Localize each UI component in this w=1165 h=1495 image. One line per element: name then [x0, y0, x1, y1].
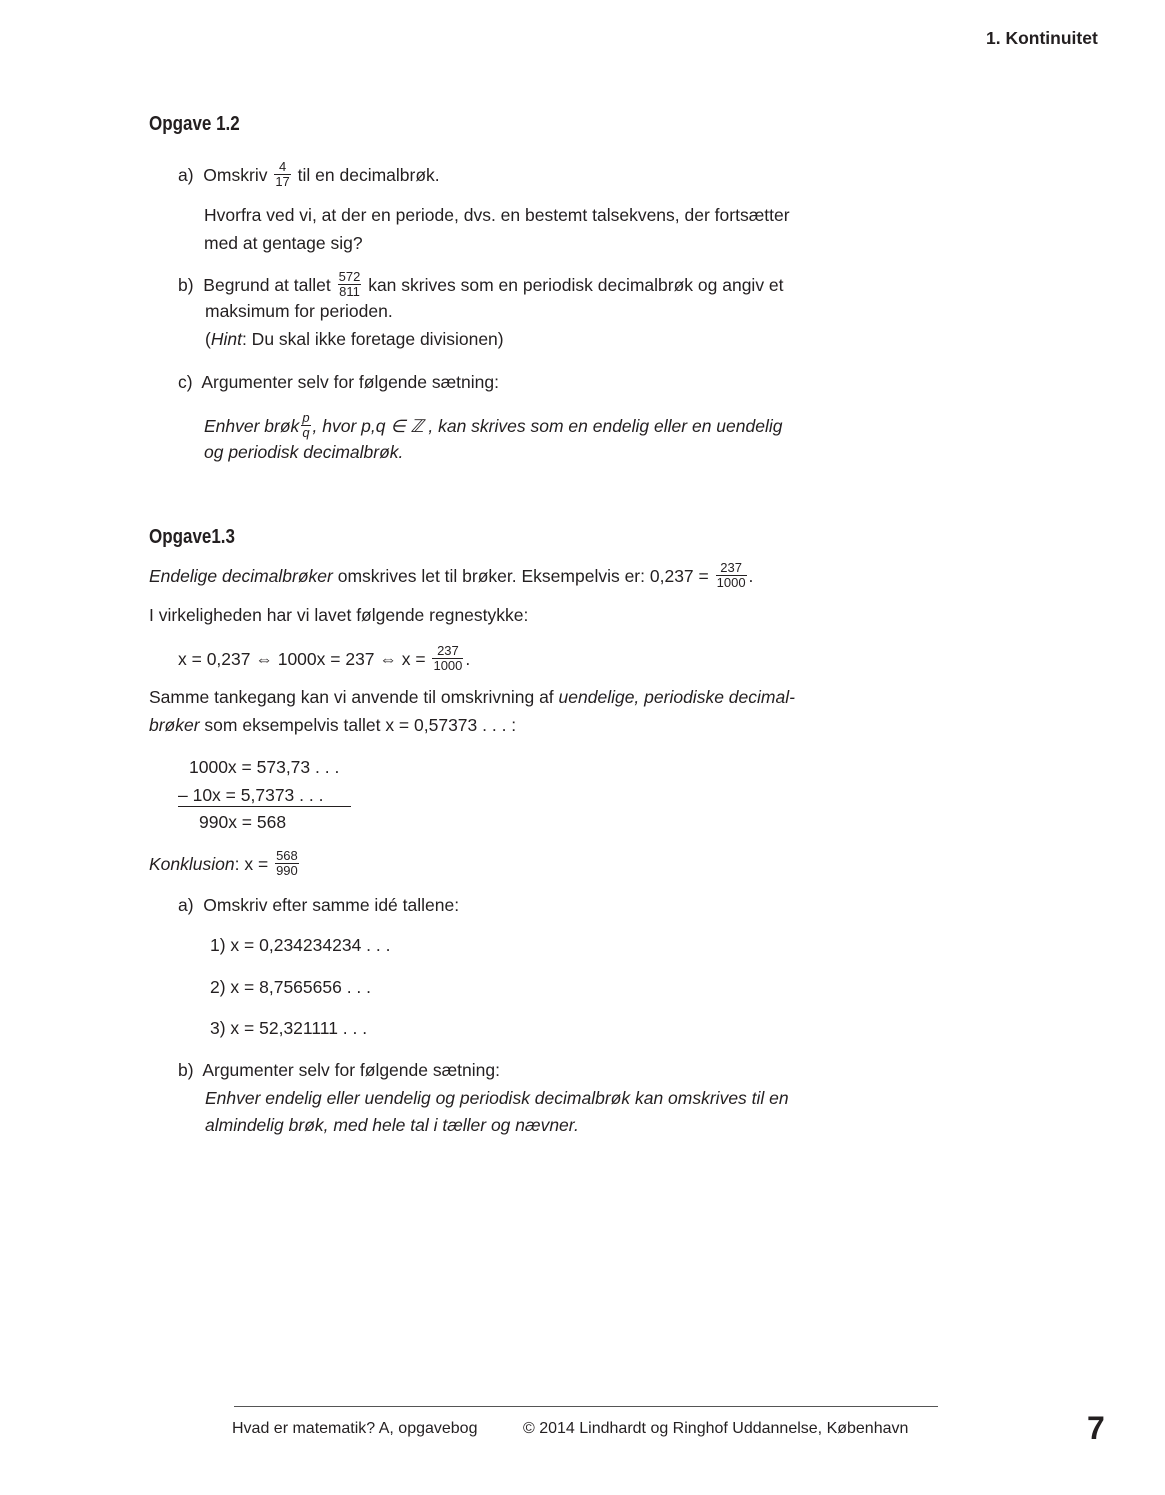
calc-line: – 10x = 5,7373 . . .	[178, 784, 351, 807]
theorem: Enhver brøk $\frac{p}{q}$ , hvor p,q ∈ ℤ , kan skrives som en endelig eller en uendelig	[204, 410, 783, 440]
label: c)	[178, 372, 193, 392]
paragraph: brøker som eksempelvis tallet x = 0,57373 . . . :	[149, 715, 517, 735]
exercise-1-2-b	[178, 269, 784, 301]
text: til en decimalbrøk.	[297, 165, 440, 186]
exercise-1-2-title: Opgave 1.2	[149, 113, 240, 135]
footer-divider	[234, 1406, 938, 1407]
text: Omskriv	[203, 165, 268, 186]
label: a)	[178, 165, 194, 186]
fraction: $\frac{572}{811}$	[338, 269, 361, 299]
paragraph: Samme tankegang kan vi anvende til omskrivning af uendelige, periodiske decimal-	[149, 687, 795, 707]
conclusion: Konklusion: x = $\frac{568}{990}$	[149, 848, 298, 878]
text: Begrund at tallet	[203, 275, 331, 296]
paragraph: maksimum for perioden.	[205, 301, 393, 321]
footer-copyright: © 2014 Lindhardt og Ringhof Uddannelse, København	[523, 1420, 909, 1437]
list-item: 3) x = 52,321111 . . .	[210, 1018, 368, 1038]
paragraph: I virkeligheden har vi lavet følgende regnestykke:	[149, 605, 529, 625]
exercise-1-2-a	[178, 159, 440, 191]
fraction: $\frac{568}{990}$	[276, 848, 298, 878]
text: kan skrives som en periodisk decimalbrøk og angiv et	[368, 275, 784, 296]
page-number: 7	[1087, 1410, 1105, 1446]
equation: x = 0,237 ⇔ 1000x = 237 ⇔ x = $\frac{237}{1000}$ .	[178, 643, 471, 673]
fraction: $\frac{p}{q}$	[302, 410, 310, 440]
fraction: $\frac{237}{1000}$	[716, 560, 746, 590]
exercise-1-3-b: b) Argumenter selv for følgende sætning:	[178, 1060, 500, 1080]
calc-line: 990x = 568	[199, 812, 287, 832]
fraction: $\frac{237}{1000}$	[433, 643, 463, 673]
calc-line: 1000x = 573,73 . . .	[189, 757, 340, 777]
paragraph: Hvorfra ved vi, at der en periode, dvs. en bestemt talsekvens, der fortsætter	[204, 205, 790, 225]
footer-book-title: Hvad er matematik? A, opgavebog	[232, 1420, 478, 1437]
theorem: Enhver endelig eller uendelig og periodisk decimalbrøk kan omskrives til en	[205, 1088, 789, 1108]
exercise-1-3-a: a) Omskriv efter samme idé tallene:	[178, 895, 460, 915]
theorem: og periodisk decimalbrøk.	[204, 442, 404, 462]
list-item: 2) x = 8,7565656 . . .	[210, 977, 372, 997]
theorem: almindelig brøk, med hele tal i tæller og nævner.	[205, 1115, 579, 1135]
exercise-1-3-title: Opgave1.3	[149, 526, 235, 548]
hint: (Hint: Du skal ikke foretage divisionen)	[205, 329, 504, 349]
paragraph: Endelige decimalbrøker omskrives let til brøker. Eksempelvis er: 0,237 = $\frac{237}{1000}$ .	[149, 560, 754, 590]
paragraph: med at gentage sig?	[204, 233, 363, 253]
chapter-header: 1. Kontinuitet	[986, 28, 1098, 48]
label: b)	[178, 275, 194, 296]
text: Argumenter selv for følgende sætning:	[201, 372, 499, 392]
list-item: 1) x = 0,234234234 . . .	[210, 935, 391, 955]
fraction: $\frac{4}{17}$	[275, 159, 290, 189]
exercise-1-2-c	[178, 371, 499, 393]
